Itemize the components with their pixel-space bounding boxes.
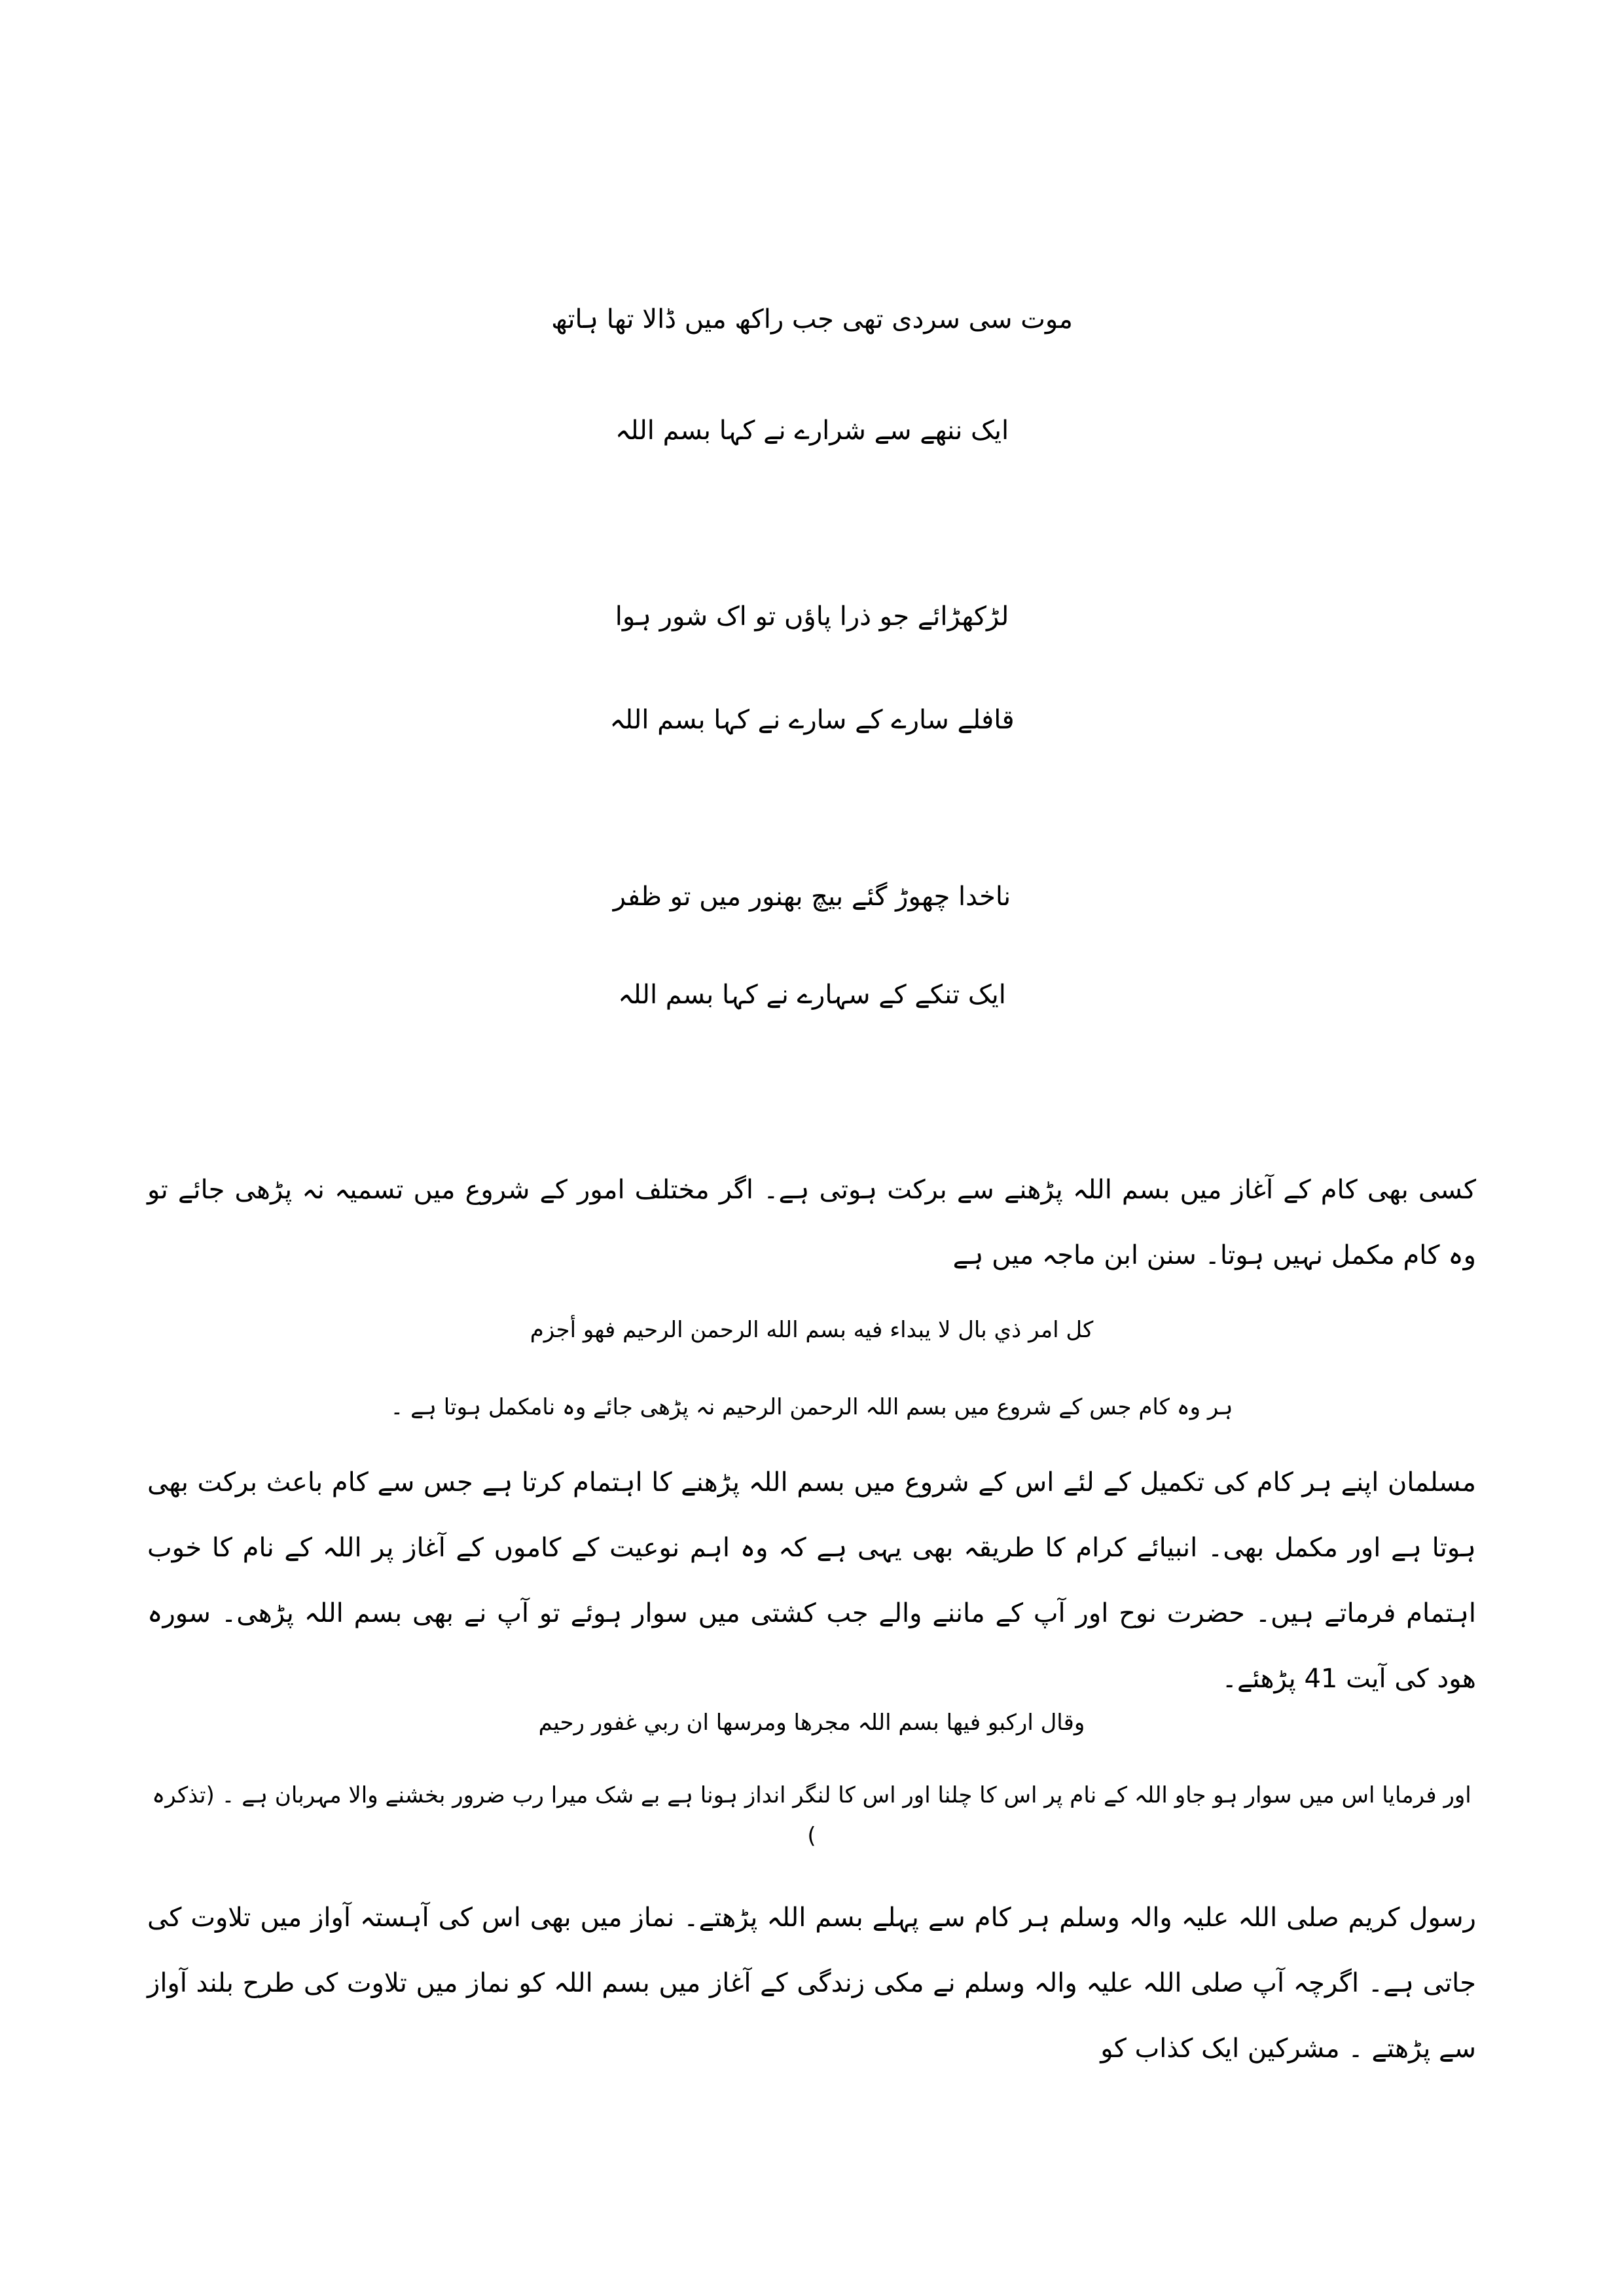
verse-translation: اور فرمایا اس میں سوار ہو جاو اللہ کے نام پر اس کا چلنا اور اس کا لنگر انداز ہونا ہے بے شک میرا رب ضرور بخشنے والا مہربان ہے ۔ (تذکرہ )	[152, 1782, 1471, 1849]
paragraph-prophets-practice: مسلمان اپنے ہر کام کی تکمیل کے لئے اس کے شروع میں بسم اللہ پڑھنے کا اہتمام کرتا ہے جس سے کام باعث برکت بھی ہوتا ہے اور مکمل بھی۔ انبیائے کرام کا طریقہ بھی یہی ہے کہ وہ اہم نوعیت کے کاموں کے آغاز پر اللہ کے نام کا خوب اہتمام فرماتے ہیں۔ حضرت نوح اور آپ کے ماننے والے جب کشتی میں سوار ہوئے تو آپ نے بھی بسم اللہ پڑھی۔ سورہ ھود کی آیت 41 پڑھئے۔	[147, 1467, 1477, 1694]
verse-arabic: وقال اركبو فيها بسم اللہ مجرها ومرسها ان ربي غفور رحيم	[538, 1710, 1085, 1736]
poem-stanza-2-line-2: قافلے سارے کے سارے نے کہا بسم اللہ	[609, 705, 1015, 735]
hadith-arabic: كل امر ذي بال لا يبداء فيه بسم الله الرحمن الرحيم فهو أجزم	[530, 1317, 1094, 1343]
paragraph-prophet-recitation: رسول کریم صلی اللہ علیہ والہ وسلم ہر کام سے پہلے بسم اللہ پڑھتے۔ نماز میں بھی اس کی آہستہ آواز میں تلاوت کی جاتی ہے۔ اگرچہ آپ صلی اللہ علیہ والہ وسلم نے مکی زندگی کے آغاز میں بسم اللہ کو نماز میں تلاوت کی طرح بلند آواز سے پڑھتے ۔ مشرکین ایک کذاب کو	[147, 1903, 1476, 2064]
poem-stanza-3-line-2: ایک تنکے کے سہارے نے کہا بسم اللہ	[618, 980, 1006, 1010]
paragraph-bismillah-blessing: کسی بھی کام کے آغاز میں بسم اللہ پڑھنے سے برکت ہوتی ہے۔ اگر مختلف امور کے شروع میں تسمیہ نہ پڑھی جائے تو وہ کام مکمل نہیں ہوتا۔ سنن ابن ماجہ میں ہے	[147, 1175, 1476, 1270]
poem-stanza-3-line-1: ناخدا چھوڑ گئے بیچ بھنور میں تو ظفر	[613, 882, 1011, 912]
poem-stanza-1-line-1: موت سی سردی تھی جب راکھ میں ڈالا تھا ہاتھ	[551, 304, 1073, 334]
poem-stanza-1-line-2: ایک ننھے سے شرارے نے کہا بسم اللہ	[615, 416, 1009, 446]
poem-stanza-2-line-1: لڑکھڑائے جو ذرا پاؤں تو اک شور ہوا	[615, 601, 1009, 632]
hadith-translation: ہر وہ کام جس کے شروع میں بسم اللہ الرحمن الرحیم نہ پڑھی جائے وہ نامکمل ہوتا ہے ۔	[390, 1394, 1233, 1420]
